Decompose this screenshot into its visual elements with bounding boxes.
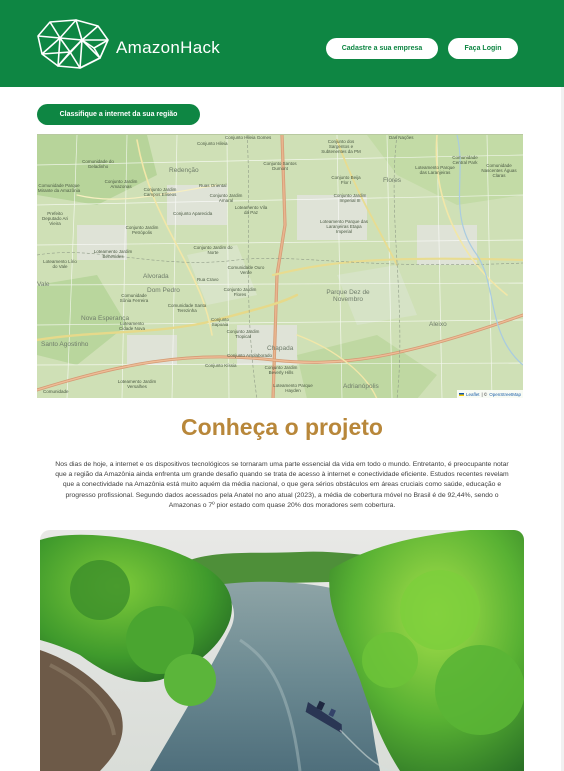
map-label: Comunidade [43, 389, 69, 394]
map-label: Redenção [169, 167, 199, 174]
map-label: Prefeito Deputado Ari Vieira [41, 211, 69, 227]
map-label: Rua Cravo [197, 277, 219, 282]
map-label: Parque Dez de Novembro [326, 289, 370, 304]
flag-icon [459, 393, 464, 396]
map-label: Loteamento Lírio do Vale [43, 259, 77, 270]
map-label: Alvorada [143, 273, 169, 280]
map-label: Conjunto Kíssia [205, 363, 237, 368]
map-label: Comunidade Central Park [452, 155, 478, 166]
network-globe-icon[interactable] [36, 18, 110, 70]
map-label: Conjunto Hileia [197, 141, 228, 146]
map-label: Loteamento Vila da Paz [234, 205, 268, 216]
map-label: Loteamento Parque das Laranjeiras Etapa Imperial [319, 219, 369, 235]
map-label: Flores [383, 177, 402, 184]
classify-internet-button[interactable]: Classifique a internet da sua região [37, 104, 200, 125]
map-label: Das Nações [389, 135, 414, 140]
map-label: Conjunto Jardim Imperial III [333, 193, 367, 204]
map-label: Nova Esperança [81, 315, 130, 322]
map-label: Comunidade Nascentes Águas Claras [481, 163, 517, 179]
map-label: Comunidade Santa Terezinha [167, 303, 207, 314]
map-label: Comunidade Parque Mirante da Amazônia [37, 183, 81, 194]
map-label: Conjunto Jardim Flores [223, 287, 257, 298]
map-label: Dom Pedro [147, 287, 180, 294]
map-label: Vale [37, 281, 50, 288]
amazon-river-photo [40, 530, 524, 771]
map-label: Aleixo [429, 321, 447, 328]
map-label: Conjunto Jardim do Norte [193, 245, 233, 256]
region-map[interactable] [37, 134, 523, 398]
map-label: Conjunto Sapoaia [210, 317, 229, 328]
map-label: Conjunto Jardim Amazonas [104, 179, 138, 190]
map-label: Loteamento Cidade Nova [118, 321, 145, 332]
map-label: Conjunto Jardim Tropical [226, 329, 260, 340]
map-label: Loteamento Parque Hayden [273, 383, 313, 394]
map-label: Conjunto Santos Dumont [263, 161, 297, 172]
site-header [0, 0, 564, 87]
project-description: Nos dias de hoje, a internet e os dispositivos tecnológicos se tornaram uma parte essencial da vida em todo o mundo. Entretanto, é preocupante notar que a região da Amazônia ainda enfrenta um grande desafio quando se trata de acesso à internet e conectividade eficiente. Estudos recentes revelam que a conectividade na Amazônia está muito aquém da média nacional, o que gera sérios obstáculos em áreas cruciais como saúde, educação e progresso profissional. Segundo dados acessados pela Anatel no ano atual (2023), a média de cobertura móvel no Brasil é de 92,44%, sendo o Amazonas o 7º pior estado com quase 20% dos moradores sem cobertura. [55, 461, 509, 509]
map-label: Conjunto Jardim Beverly Hills [264, 365, 298, 376]
map-label: Conjunto Jardim Campos Elíseos [143, 187, 177, 198]
map-label: Comunidade do Geladinho [82, 159, 114, 170]
map-label: Comunidade Sônia Ferreira [119, 293, 149, 304]
login-button[interactable]: Faça Login [448, 38, 518, 59]
map-label: Santo Agostinho [41, 341, 89, 348]
map-label: Conjunto Hileia Gomes [225, 135, 272, 140]
attribution-separator: | © [481, 391, 488, 397]
register-company-button[interactable]: Cadastre a sua empresa [326, 38, 438, 59]
map-label: Conjunto Aparecida [173, 211, 213, 216]
map-label: Conjunto Jardim Petrópolis [125, 225, 159, 236]
openstreetmap-link[interactable]: OpenStreetMap [489, 391, 521, 397]
map-label: Conjunto Beija Flor I [331, 175, 361, 186]
map-label: Adrianópolis [343, 383, 379, 390]
map-label: Loteamento Jardim Benevides [93, 249, 133, 260]
map-label: Conjunto dos Sargentos e Subtenentes da PM [321, 139, 361, 155]
map-label: Conjunto Jardim Amaral [209, 193, 243, 204]
map-label: Ruas Oriental [199, 183, 227, 188]
map-label: Loteamento Parque das Laranjeiras [415, 165, 455, 176]
map-attribution [457, 390, 523, 398]
map-label: Conjunto Arrolaborado [227, 353, 273, 358]
map-label: Loteamento Jardim Versalhes [117, 379, 157, 390]
brand-name[interactable]: AmazonHack [116, 38, 221, 57]
leaflet-link[interactable]: Leaflet [465, 391, 480, 397]
map-label: Comunidade Ouro Verde [227, 265, 265, 276]
map-label: Chapada [267, 345, 294, 352]
section-title: Conheça o projeto [181, 414, 383, 440]
